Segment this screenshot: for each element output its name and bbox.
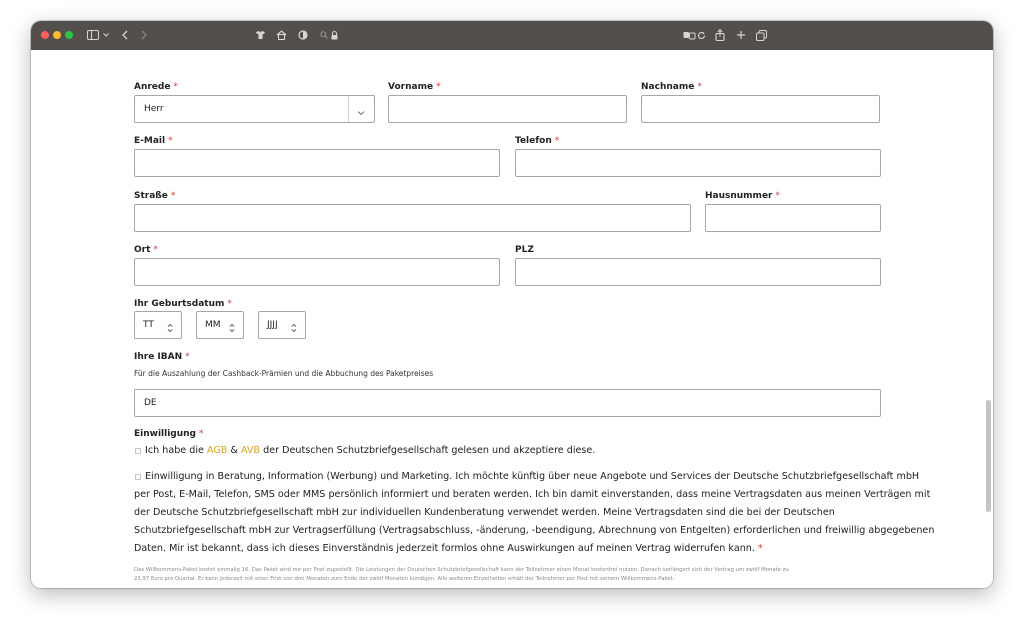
tab-overview-icon[interactable] — [755, 27, 767, 43]
month-select[interactable]: MM — [196, 311, 244, 339]
minimize-window-button[interactable] — [53, 31, 61, 39]
strasse-input[interactable] — [134, 204, 691, 232]
iban-label: Ihre IBAN * — [134, 352, 190, 362]
anrede-label: Anrede * — [134, 82, 178, 92]
stepper-icon — [229, 320, 235, 338]
page-content — [31, 50, 993, 588]
nachname-label: Nachname * — [641, 82, 702, 92]
translate-icon[interactable] — [682, 27, 696, 43]
ort-label: Ort * — [134, 245, 158, 255]
select-divider — [348, 96, 349, 122]
fineprint: Das Willkommens-Paket kostet einmalig 16. Das Paket wird mir per Post zugestellt. Die Leistungen der Deutschen Schutzbriefgesellschaft kann der Teilnehmer einen Monat kostenfrei nutzen. Danach verlängert sich der Vertrag um zwölf Monate zu 23,97 Euro pro Quartal. Er kann jederzeit mit einer Frist von drei Monaten zum Ende der zwölf Monaten kündigen. Alle weiteren Einzelheiten erhält der Teilnehmer per Post mit seinem Willkommens-Paket. — [134, 567, 789, 582]
einwilligung-label: Einwilligung * — [134, 429, 204, 439]
terms-checkbox[interactable] — [135, 448, 141, 454]
hausnummer-label: Hausnummer * — [705, 191, 780, 201]
browser-toolbar — [31, 21, 993, 50]
vorname-input[interactable] — [388, 95, 627, 123]
sidebar-icon[interactable] — [86, 27, 100, 43]
vorname-label: Vorname * — [388, 82, 441, 92]
lock-icon — [330, 27, 339, 43]
strasse-label: Straße * — [134, 191, 176, 201]
forward-icon[interactable] — [139, 27, 149, 43]
avb-link[interactable]: AVB — [240, 445, 261, 456]
chevron-down-icon[interactable] — [102, 27, 110, 43]
close-window-button[interactable] — [41, 31, 49, 39]
back-icon[interactable] — [120, 27, 130, 43]
reload-icon[interactable] — [696, 27, 706, 43]
extension-icon[interactable] — [254, 27, 266, 43]
anrede-select[interactable] — [134, 95, 375, 123]
zoom-window-button[interactable] — [65, 31, 73, 39]
agb-link[interactable]: AGB — [206, 445, 228, 456]
scrollbar-thumb[interactable] — [986, 400, 991, 512]
telefon-label: Telefon * — [515, 136, 560, 146]
email-label: E-Mail * — [134, 136, 173, 146]
geburtsdatum-label: Ihr Geburtsdatum * — [134, 299, 232, 309]
terms-text: Ich habe die AGB & AVB der Deutschen Schutzbriefgesellschaft gelesen und akzeptiere diese. — [145, 445, 596, 456]
ort-input[interactable] — [134, 258, 500, 286]
chevron-down-icon — [357, 104, 365, 122]
home-icon[interactable] — [275, 27, 287, 43]
stepper-icon — [167, 320, 173, 338]
email-input[interactable] — [134, 149, 500, 177]
nachname-input[interactable] — [641, 95, 880, 123]
stepper-icon — [291, 320, 297, 338]
plz-label: PLZ — [515, 245, 534, 255]
iban-input[interactable] — [134, 389, 881, 417]
share-icon[interactable] — [714, 27, 726, 43]
marketing-consent-text: Einwilligung in Beratung, Information (Werbung) und Marketing. Ich möchte künftig über neue Angebote und Services der Deutsche Schutzbriefgesellschaft mbH per Post, E-Mail, Telefon, SMS oder MMS persönlich informiert und beraten werden. Ich bin damit einverstanden, dass meine Vertragsdaten aus meinen Verträgen mit der Deutsche Schutzbriefgesellschaft mbH zur individuellen Kundenberatung verwendet werden. Meine Vertragsdaten sind die bei der Deutschen Schutzbriefgesellschaft mbH zur Vertragserfüllung (Vertragsabschluss, -änderung, -beendigung, Abrechnung von Entgelten) erforderlichen und freiwillig abgegebenen Daten. Mir ist bekannt, dass ich dieses Einverständnis jederzeit formlos ohne Auswirkungen auf meinen Vertrag widerrufen kann. * — [134, 471, 935, 554]
new-tab-icon[interactable] — [735, 27, 747, 43]
iban-value: DE — [144, 398, 157, 408]
hausnummer-input[interactable] — [705, 204, 881, 232]
shield-icon[interactable] — [297, 27, 309, 43]
telefon-input[interactable] — [515, 149, 881, 177]
year-select[interactable]: JJJJ — [258, 311, 306, 339]
anrede-value: Herr — [144, 104, 164, 114]
browser-window — [31, 21, 993, 588]
plz-input[interactable] — [515, 258, 881, 286]
iban-helper-text: Für die Auszahlung der Cashback-Prämien und die Abbuchung des Paketpreises — [134, 369, 434, 378]
search-icon[interactable] — [319, 27, 328, 43]
day-select[interactable]: TT — [134, 311, 182, 339]
